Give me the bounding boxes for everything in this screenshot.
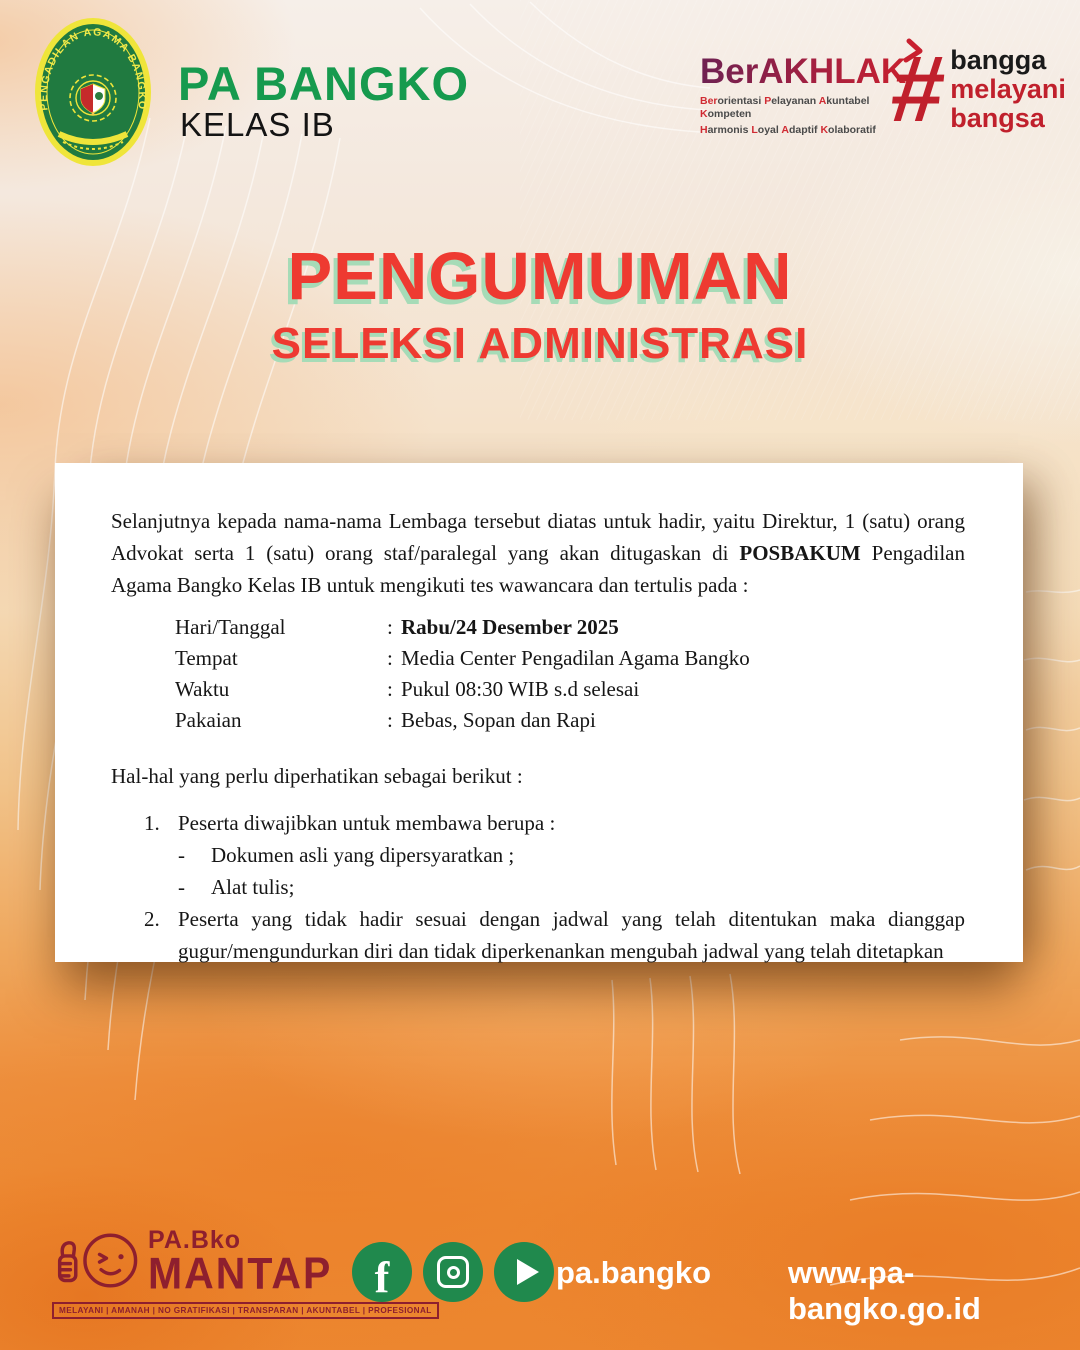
mantap-tagline: MELAYANI | AMANAH | NO GRATIFIKASI | TRANSPARAN | AKUNTABEL | PROFESIONAL	[52, 1302, 439, 1319]
list-number: 1.	[144, 811, 160, 835]
document-card	[55, 463, 1023, 962]
berakhlak-subtitle-line-1: Berorientasi Pelayanan Akuntabel Kompeten	[700, 95, 870, 120]
detail-label: Waktu	[175, 677, 230, 701]
bangga-word: bangga	[950, 44, 1047, 75]
list-item-text: Peserta diwajibkan untuk membawa berupa :	[178, 811, 556, 835]
detail-colon: :	[387, 708, 393, 732]
website-url[interactable]: www.pa-bangko.go.id	[788, 1255, 981, 1326]
list-item-2	[144, 903, 965, 967]
detail-value: Rabu/24 Desember 2025	[401, 615, 619, 639]
dash-marker: -	[178, 875, 185, 899]
mantap-name: MANTAP	[148, 1248, 333, 1299]
notes-heading: Hal-hal yang perlu diperhatikan sebagai berikut :	[111, 764, 523, 788]
detail-value: Pukul 08:30 WIB s.d selesai	[401, 677, 640, 701]
footer	[0, 1205, 1080, 1350]
sub-item	[178, 839, 965, 871]
detail-label: Hari/Tanggal	[175, 615, 286, 639]
bangsa-word: bangsa	[950, 102, 1045, 133]
berakhlak-subtitle-line-2: Harmonis Loyal Adaptif Kolaboratif	[700, 124, 876, 136]
paragraph-text: Selanjutnya kepada nama-nama Lembaga tersebut diatas untuk hadir, yaitu Direktur, 1 (satu) orang Advokat serta 1 (satu) orang staf/paralegal yang akan ditugaskan di	[111, 509, 965, 565]
paragraph-bold-text: POSBAKUM	[739, 541, 861, 565]
facebook-icon[interactable]: f	[352, 1242, 412, 1302]
social-icons	[352, 1242, 554, 1302]
detail-label: Tempat	[175, 646, 238, 670]
detail-row-dresscode	[175, 705, 965, 736]
schedule-details	[175, 612, 965, 736]
sub-item-text: Alat tulis;	[211, 875, 295, 899]
document-content	[55, 463, 1023, 967]
youtube-icon[interactable]	[494, 1242, 554, 1302]
hashtag-icon: #	[886, 36, 950, 141]
social-handle[interactable]: pa.bangko	[556, 1255, 712, 1290]
berakhlak-logo	[700, 52, 907, 137]
court-class: KELAS IB	[180, 106, 335, 143]
mantap-logo	[52, 1223, 432, 1319]
detail-value: Media Center Pengadilan Agama Bangko	[401, 646, 750, 670]
list-item-1	[144, 807, 965, 839]
document-paragraph	[111, 505, 965, 601]
mantap-brand: PA.Bko	[148, 1226, 242, 1254]
melayani-word: melayani	[950, 73, 1066, 104]
mantap-mascot-icon	[52, 1223, 144, 1295]
detail-label: Pakaian	[175, 708, 242, 732]
detail-colon: :	[387, 615, 393, 639]
sub-item-text: Dokumen asli yang dipersyaratkan ;	[211, 843, 515, 867]
announcement-subtitle: SELEKSI ADMINISTRASI	[271, 319, 809, 368]
detail-colon: :	[387, 677, 393, 701]
announcement-title: PENGUMUMAN	[287, 239, 793, 314]
paragraph-text-after: Pengadilan Agama Bangko Kelas IB untuk mengikuti tes wawancara dan tertulis pada :	[111, 541, 965, 597]
sub-item	[178, 871, 965, 903]
title-block	[0, 238, 1080, 369]
detail-row-time	[175, 674, 965, 705]
instagram-icon[interactable]	[423, 1242, 483, 1302]
court-name: PA BANGKO	[178, 57, 469, 110]
bangga-words	[950, 46, 1066, 133]
detail-row-date	[175, 612, 965, 643]
detail-colon: :	[387, 646, 393, 670]
detail-value: Bebas, Sopan dan Rapi	[401, 708, 596, 732]
dash-marker: -	[178, 843, 185, 867]
notes-list	[144, 807, 965, 967]
detail-row-place	[175, 643, 965, 674]
bangga-melayani-bangsa-logo	[886, 36, 1066, 141]
seal-ring-text: PENGADILAN AGAMA BANGKO	[37, 26, 149, 112]
list-item-text: Peserta yang tidak hadir sesuai dengan jadwal yang telah ditentukan maka dianggap gugur/mengundurkan diri dan tidak diperkenankan mengubah jadwal yang telah ditetapkan	[178, 907, 965, 963]
list-number: 2.	[144, 907, 160, 931]
list-item-1-subitems	[178, 839, 965, 903]
court-seal-logo	[33, 16, 153, 168]
header	[0, 0, 1080, 180]
berakhlak-title: BerAKHLAK	[700, 52, 906, 92]
